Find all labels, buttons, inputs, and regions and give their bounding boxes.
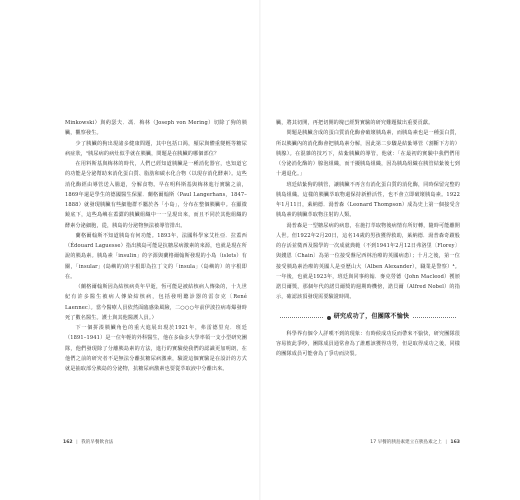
footer-separator: | [445,440,447,445]
section-heading-title: 研究成功了，但團隊不愉快 [333,313,410,321]
right-page-body [276,118,460,359]
paragraph: 少了胰臟的狗出現諸多健康問題，其中包括口渴，頻尿與體重變輕等糖尿病症狀，¹胰尿病的病灶似乎就在胰臟，問題是在胰臟的哪個部位？ [65,140,247,157]
running-head-book-title: 我的早餐飲食法 [81,440,114,445]
paragraph: 臟，將其切開，再把切開的塊已經對實驗的研究難題做出重要貢獻。 [276,120,434,126]
paragraph: 蘭格爾翰斯不知道胰島有何功能。1893年，法國科學家艾杜亞．拉蓋西（Édouard Laguesse）指出胰島可能是抗糖尿病激素的來源，也就是現在所說的胰島素。胰島素「insulin」的字源與蘭格爾翰斯發現的小島（islets）有關，「insular」(島嶼的)的字根即為拉丁文的「insula」（島嶼的）的字根即在。 [65,232,247,280]
paragraph: （蘭格爾翰斯因為結核病英年早逝，恆可能是被結核病人傳染的，十九世紀有許多醫生被病人傳染結核病，包括發明聽診器的雷奈克〔René Laennec〕。當今醫療人員依然面臨感染風險，二○○○年前伊波拉病毒爆發時死了數名醫生。護士與其他醫護人員。） [65,284,247,321]
paragraph: 下一個拼湊胰臟角色的重大進展出現於1921年，弗雷德里克．班廷（1891–1941）是一位年輕的外科醫生，他在多倫多大學率領一支小型研究團隊，他們發現除了分離胰島素的方法，進行的實驗使我們的認識更加明朗，在他們之前的研究者不是無法分離抗糖尿病激素，驗證這個實驗是在設計的方式就是抽取部分胰島的分泌物，抗糖尿病激素也要從萃取液中分離出來。 [65,325,247,372]
paragraph: 湯普森是一型糖尿病的病患，在施打萃取物後病情有所好轉，隨時可能離開人世。但1922年2月20日，這名14歲的男孩獲得救助，萊納德．湯普森奇蹟般的存活並徵西及醫學的一次成就典範（不到1941年2月12日弗洛里〔Florey〕與錢恩〔Chain〕為第一位接受盤尼西林治療的英國病患）；十月之後，第一位接受胰島素治療的英國人是亞歷山大（Alben Alexander），職業是警察）⁴。一年後，也就是1923年，班廷與同事約翰．麥克勞德（John Macleod）獲頒諾貝爾獎，那個年代的諾貝爾獎的週期時機傍，諾貝爾（Alfred Nobel）的指示，確認該頂發現需要驗證時間。 [276,222,460,301]
right-page-footer [370,439,460,445]
left-page-body [65,118,247,374]
bullet-icon [327,316,331,320]
paragraph: 班廷結紮狗的胰管，讓胰臟不再含有消化蛋白質的消化酶，同時保留完整的胰島組織。這樣的胰臟萃取物還保持新鮮活性，也不會立即破壞胰島素。1922年1月11日，萊納德．湯普森（Leonard Thompson）成為史上第一個接受含胰島素的胰臟萃取物注射的人類。 [276,181,460,219]
footer-separator: | [76,440,78,445]
running-head-chapter: 17 早餐的胰島素建立在胰島素之上 [370,440,442,445]
page-number: 163 [450,440,460,445]
paragraph: 科學界有個令人詳嘆不到的現象：有時候成功反而帶來不愉快，研究團隊很容易彼此爭吵，團隊成員通常會為了誰應該獲得功勞，但是取得成功之後，同樣的團隊成員可能會為了爭功而決裂。 [276,330,460,357]
dotted-rule-right [413,317,456,318]
section-heading [276,311,460,325]
left-page-footer [63,439,113,445]
paragraph: Minkowski）與約瑟夫．馮．梅林（Joseph von Mering）切除了狗的胰臟，觀察發生。 [65,120,247,137]
paragraph: 在用料斯基與梅林的時代，人們已經知道胰臟是一種消化器官，也知道它的功能是分泌幫助來消化蛋白質、脂肪和碳水化合物（以現存消化酵素）。這些消化酶經由導管送入腸道，分解食物。早在明科斯基與梅林進行實驗之前，1869年還是學生的德國醫生保羅．蘭格爾翰斯（Paul Langerhans，1847–1888）就發現胰臟有些細胞群不屬於各「小島」，分布在整個胰臟中。在顯微鏡底下，這些島嶼在蓋澀的胰臟組織中一一呈現出來，而且不同於其他組織的酵素分泌細胞，從，胰島的分泌物無法被導管排出。 [65,161,247,229]
paragraph: 問題是胰臟含成的蛋白質消化酶會破壞胰島素，而胰島素也是一種蛋白質，所以胰臟內的消化酶會把胰島素分解，因此第二步驟是結紮導管（割斷下方的）胰腺）。在混雜的技巧下，結紮胰臟的導管，他就：「在最初的實驗中我們們用（分泌消化酶的）腺泡組織，而干擾胰島組織，因為胰島組織在胰管結紮後七到十週退化。」 [276,130,460,178]
page-number: 162 [63,440,73,445]
dotted-rule-left [280,317,323,318]
